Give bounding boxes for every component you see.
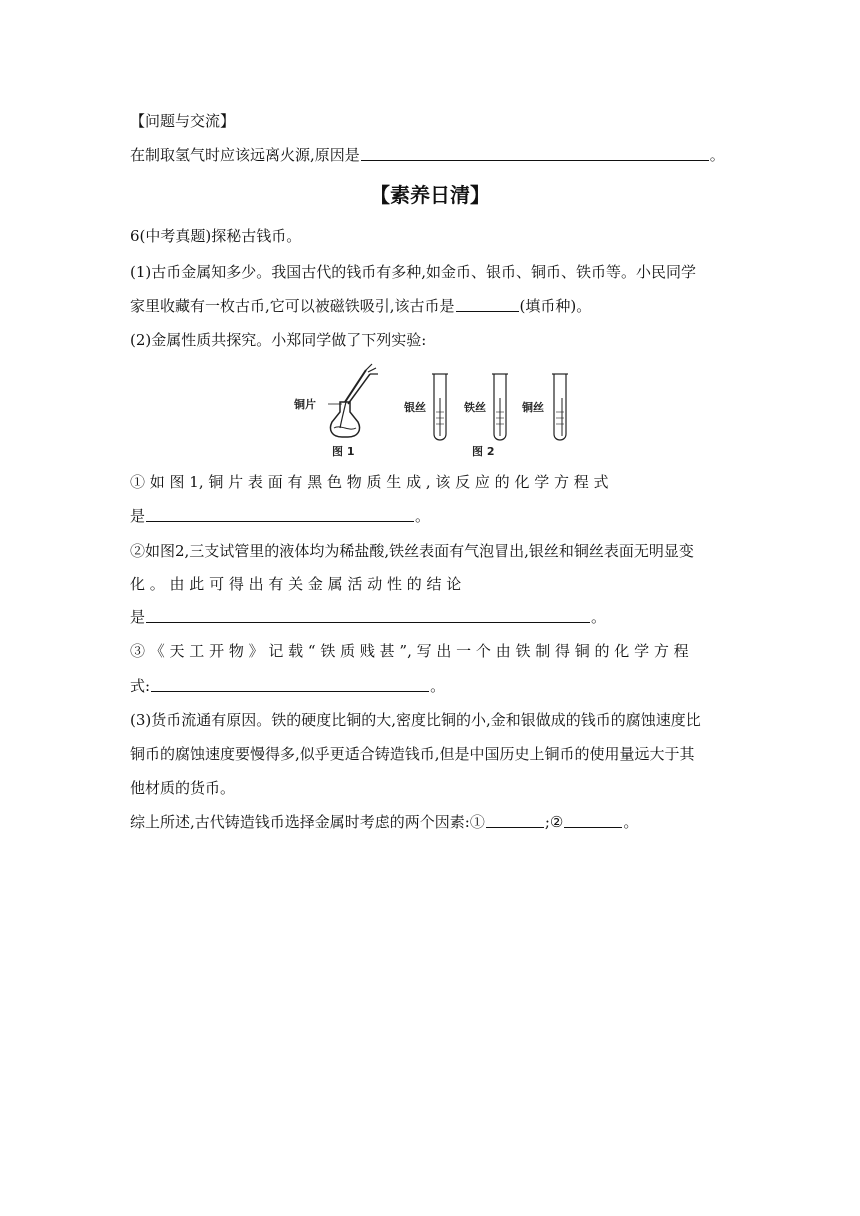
label-copper-wire: 铜丝 [522, 401, 544, 414]
label-iron-wire: 铁丝 [464, 401, 486, 414]
sub-question-2-prefix: 是 [130, 608, 146, 626]
test-tube-silver [432, 374, 448, 440]
test-tube-iron [492, 374, 508, 440]
label-silver-wire: 银丝 [404, 401, 426, 414]
sub-question-2-line-3 [130, 607, 730, 627]
sub-question-3-suffix: 。 [430, 677, 446, 695]
answer-blank-iron-to-copper-equation[interactable] [151, 677, 429, 692]
answer-blank-copper-equation[interactable] [146, 507, 414, 522]
summary-mid: ;② [544, 813, 564, 831]
heading-exchange: 【问题与交流】 [130, 112, 236, 130]
summary-line [130, 812, 730, 832]
question-fire-suffix: 。 [709, 146, 725, 164]
part-3-line-1: (3)货币流通有原因。铁的硬度比铜的大,密度比铜的小,金和银做成的钱币的腐蚀速度比 [130, 711, 701, 729]
sub-question-1-prefix: 是 [130, 507, 146, 525]
caption-figure-2: 图 2 [472, 445, 495, 458]
part-3-line-2: 铜币的腐蚀速度要慢得多,似乎更适合铸造钱币,但是中国历史上铜币的使用量远大于其 [130, 745, 695, 763]
answer-blank-coin-type[interactable] [456, 297, 519, 312]
part-1-line-2-suffix: (填币种)。 [519, 297, 592, 315]
part-1-line-2-prefix: 家里收藏有一枚古币,它可以被磁铁吸引,该古币是 [130, 297, 455, 315]
section-title: 【素养日清】 [370, 183, 490, 207]
sub-question-1-suffix: 。 [415, 507, 431, 525]
caption-figure-1: 图 1 [332, 445, 355, 458]
sub-question-3-line-1: ③ 《 天 工 开 物 》 记 载 “ 铁 质 贱 甚 ”, 写 出 一 个 由 铁 制 得 铜 的 化 学 方 程 [130, 642, 689, 660]
label-copper-sheet: 铜片 [294, 398, 316, 411]
sub-question-3-line-2 [130, 676, 730, 696]
test-tube-copper [552, 374, 568, 440]
part-1-line-1: (1)古币金属知多少。我国古代的钱币有多种,如金币、银币、铜币、铁币等。小民同学 [130, 263, 697, 281]
question-fire-line [130, 145, 730, 165]
answer-blank-fire-reason[interactable] [361, 146, 709, 161]
part-2-line-1: (2)金属性质共探究。小郑同学做了下列实验: [130, 331, 427, 349]
sub-question-2-line-1: ②如图2,三支试管里的液体均为稀盐酸,铁丝表面有气泡冒出,银丝和铜丝表面无明显变 [130, 542, 694, 560]
question-6-title: 6(中考真题)探秘古钱币。 [130, 227, 302, 245]
answer-blank-factor-1[interactable] [486, 813, 544, 828]
sub-question-2-line-2: 化 。 由 此 可 得 出 有 关 金 属 活 动 性 的 结 论 [130, 575, 462, 593]
sub-question-2-suffix: 。 [591, 608, 607, 626]
part-3-line-3: 他材质的货币。 [130, 779, 236, 797]
summary-suffix: 。 [623, 813, 639, 831]
answer-blank-factor-2[interactable] [564, 813, 622, 828]
experiment-figure [280, 362, 580, 462]
sub-question-1-line-1: ① 如 图 1, 铜 片 表 面 有 黑 色 物 质 生 成 , 该 反 应 的 化 学 方 程 式 [130, 473, 609, 491]
question-fire-prefix: 在制取氢气时应该远离火源,原因是 [130, 146, 360, 164]
answer-blank-activity-conclusion[interactable] [146, 608, 590, 623]
summary-prefix: 综上所述,古代铸造钱币选择金属时考虑的两个因素:① [130, 813, 485, 831]
figure-1-apparatus [328, 364, 378, 437]
part-1-line-2 [130, 296, 730, 316]
sub-question-3-prefix: 式: [130, 677, 151, 695]
sub-question-1-line-2 [130, 506, 730, 526]
